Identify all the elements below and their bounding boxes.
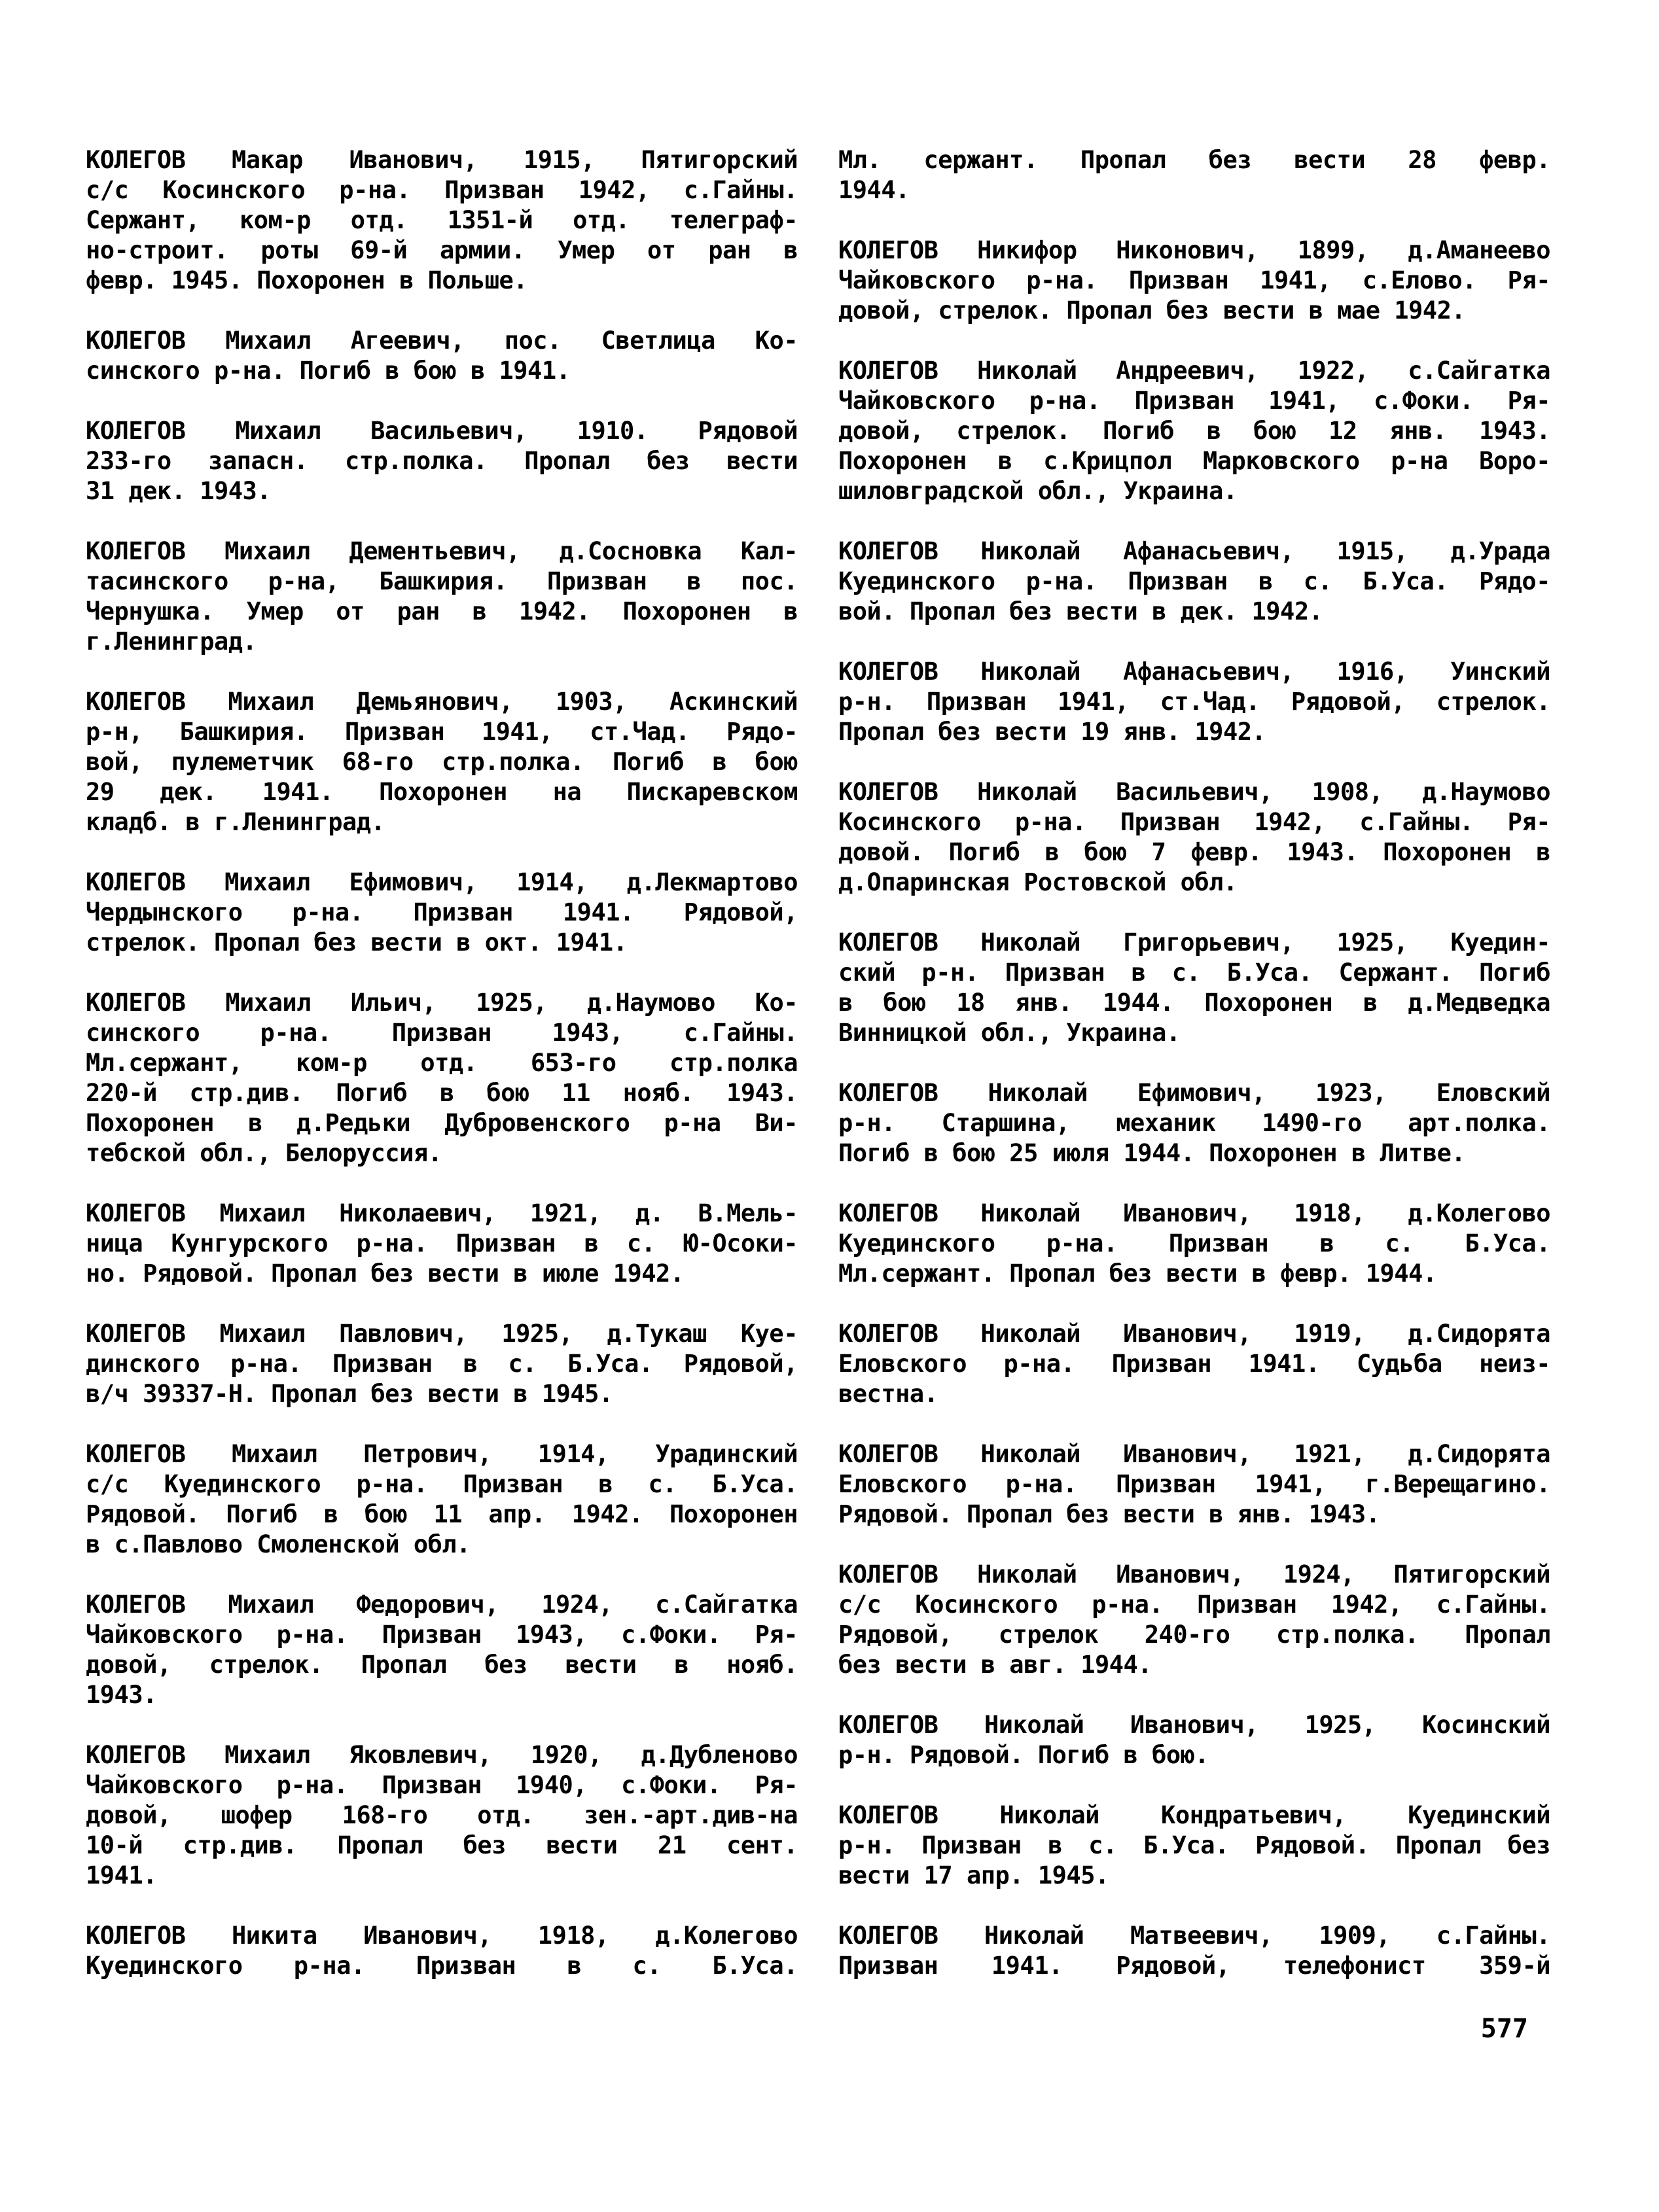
entry-line: КОЛЕГОВ Михаил Ефимович, 1914, д.Лекмартово <box>86 868 798 896</box>
entry-line: КОЛЕГОВ Михаил Николаевич, 1921, д. В.Мель- <box>86 1199 798 1227</box>
page-number: 577 <box>1480 2014 1528 2044</box>
entry <box>86 1439 798 1560</box>
entry <box>86 687 798 837</box>
entry-line: КОЛЕГОВ Никита Иванович, 1918, д.Колегово <box>86 1922 798 1950</box>
entry-line: КОЛЕГОВ Николай Васильевич, 1908, д.Наумово <box>838 778 1550 806</box>
entry-line: Винницкой обл., Украина. <box>838 1019 1181 1047</box>
entry-line: кладб. в г.Ленинград. <box>86 808 385 836</box>
entry-line: КОЛЕГОВ Николай Иванович, 1924, Пятигорский <box>838 1560 1550 1589</box>
entry-line: Чайковского р-на. Призван 1941, с.Фоки. Ря- <box>838 387 1550 415</box>
entry-line: Пропал без вести 19 янв. 1942. <box>838 718 1266 746</box>
entry-line: довой, стрелок. Пропал без вести в нояб. <box>86 1651 798 1679</box>
entry-line: 1943. <box>86 1681 157 1709</box>
entry <box>838 1439 1550 1530</box>
entry-line: КОЛЕГОВ Николай Иванович, 1921, д.Сидорята <box>838 1440 1550 1468</box>
entry-line: вой, пулеметчик 68-го стр.полка. Погиб в бою <box>86 748 798 776</box>
entry-line: динского р-на. Призван в с. Б.Уса. Рядовой, <box>86 1350 798 1378</box>
entry-line: но-строит. роты 69-й армии. Умер от ран в <box>86 236 798 264</box>
entry-line: в с.Павлово Смоленской обл. <box>86 1530 471 1558</box>
entry-line: 220-й стр.див. Погиб в бою 11 нояб. 1943. <box>86 1079 798 1107</box>
entry <box>838 356 1550 506</box>
entry-line: довой, шофер 168-го отд. зен.-арт.див-на <box>86 1801 798 1829</box>
entry-line: КОЛЕГОВ Михаил Дементьевич, д.Сосновка Кал- <box>86 537 798 565</box>
entry-line: Рядовой. Погиб в бою 11 апр. 1942. Похоронен <box>86 1500 798 1528</box>
entry-line: 31 дек. 1943. <box>86 477 272 505</box>
entry-line: КОЛЕГОВ Николай Афанасьевич, 1915, д.Урада <box>838 537 1550 565</box>
entry-line: 1941. <box>86 1861 157 1889</box>
entry <box>838 145 1550 205</box>
entry-line: КОЛЕГОВ Михаил Яковлевич, 1920, д.Дубленово <box>86 1741 798 1769</box>
entry-line: КОЛЕГОВ Михаил Федорович, 1924, с.Сайгатка <box>86 1590 798 1619</box>
entry-line: д.Опаринская Ростовской обл. <box>838 868 1238 896</box>
entry <box>838 657 1550 747</box>
entry <box>86 1590 798 1710</box>
entry-line: февр. 1945. Похоронен в Польше. <box>86 266 528 294</box>
entry-line: Призван 1941. Рядовой, телефонист 359-й <box>838 1952 1550 1980</box>
entry-line: КОЛЕГОВ Николай Иванович, 1925, Косинский <box>838 1711 1550 1739</box>
entry-line: с/с Куединского р-на. Призван в с. Б.Уса. <box>86 1470 798 1498</box>
entry-line: КОЛЕГОВ Николай Иванович, 1919, д.Сидорята <box>838 1320 1550 1348</box>
entry-line: КОЛЕГОВ Михаил Васильевич, 1910. Рядовой <box>86 417 798 445</box>
entry-line: тасинского р-на, Башкирия. Призван в пос. <box>86 567 798 595</box>
entry-line: ский р-н. Призван в с. Б.Уса. Сержант. Погиб <box>838 958 1550 987</box>
entry-line: КОЛЕГОВ Николай Иванович, 1918, д.Колегово <box>838 1199 1550 1227</box>
entry-line: 29 дек. 1941. Похоронен на Пискаревском <box>86 778 798 806</box>
entry <box>838 1921 1550 1981</box>
entry-line: 233-го запасн. стр.полка. Пропал без вести <box>86 447 798 475</box>
entry-line: р-н. Призван 1941, ст.Чад. Рядовой, стрелок. <box>838 688 1550 716</box>
entry-line: Чайковского р-на. Призван 1940, с.Фоки. Ря- <box>86 1771 798 1799</box>
entry <box>838 777 1550 898</box>
entry <box>838 1199 1550 1289</box>
entry-line: КОЛЕГОВ Николай Ефимович, 1923, Еловский <box>838 1079 1550 1107</box>
entry-line: Чернушка. Умер от ран в 1942. Похоронен в <box>86 597 798 625</box>
entry-line: КОЛЕГОВ Михаил Агеевич, пос. Светлица Ко- <box>86 326 798 355</box>
entry-line: вести 17 апр. 1945. <box>838 1861 1109 1889</box>
entry-line: Еловского р-на. Призван 1941. Судьба неиз- <box>838 1350 1550 1378</box>
entry <box>86 326 798 386</box>
entry-line: Мл.сержант, ком-р отд. 653-го стр.полка <box>86 1049 798 1077</box>
entry-line: КОЛЕГОВ Михаил Петрович, 1914, Урадинский <box>86 1440 798 1468</box>
entry <box>86 1921 798 1981</box>
entry-line: КОЛЕГОВ Михаил Ильич, 1925, д.Наумово Ко- <box>86 989 798 1017</box>
entry-line: Куединского р-на. Призван в с. Б.Уса. Рядо- <box>838 567 1550 595</box>
entry <box>86 416 798 506</box>
entry-line: с/с Косинского р-на. Призван 1942, с.Гайны. <box>86 176 798 204</box>
entry-line: КОЛЕГОВ Николай Афанасьевич, 1916, Уинский <box>838 658 1550 686</box>
entry-line: Сержант, ком-р отд. 1351-й отд. телеграф- <box>86 206 798 234</box>
entry <box>86 145 798 296</box>
entry-line: 1944. <box>838 176 910 204</box>
entry <box>838 1560 1550 1680</box>
entry-line: Похоронен в д.Редьки Дубровенского р-на Ви- <box>86 1109 798 1137</box>
entry-line: тебской обл., Белоруссия. <box>86 1139 442 1167</box>
entry <box>86 988 798 1168</box>
entry <box>86 1319 798 1409</box>
right-column <box>838 145 1550 1981</box>
entry-line: КОЛЕГОВ Макар Иванович, 1915, Пятигорский <box>86 146 798 174</box>
entry-line: Куединского р-на. Призван в с. Б.Уса. <box>86 1952 798 1980</box>
entry-line: Чайковского р-на. Призван 1943, с.Фоки. Ря- <box>86 1621 798 1649</box>
entry-line: КОЛЕГОВ Никифор Никонович, 1899, д.Аманеево <box>838 236 1550 264</box>
entry-line: ница Кунгурского р-на. Призван в с. Ю-Осоки- <box>86 1229 798 1257</box>
entry-line: р-н. Рядовой. Погиб в бою. <box>838 1741 1209 1769</box>
entry-line: шиловградской обл., Украина. <box>838 477 1238 505</box>
entry-line: в бою 18 янв. 1944. Похоронен в д.Медведка <box>838 989 1550 1017</box>
entry-line: синского р-на. Призван 1943, с.Гайны. <box>86 1019 798 1047</box>
entry-line: Похоронен в с.Крицпол Марковского р-на Воро- <box>838 447 1550 475</box>
entry-line: с/с Косинского р-на. Призван 1942, с.Гайны. <box>838 1590 1550 1619</box>
entry <box>838 1078 1550 1168</box>
entry-line: р-н. Призван в с. Б.Уса. Рядовой. Пропал без <box>838 1831 1550 1859</box>
entry-line: вестна. <box>838 1380 938 1408</box>
entry-line: довой, стрелок. Пропал без вести в мае 1942. <box>838 296 1466 325</box>
entry <box>86 868 798 958</box>
entry-line: р-н, Башкирия. Призван 1941, ст.Чад. Рядо- <box>86 718 798 746</box>
entry-line: довой. Погиб в бою 7 февр. 1943. Похоронен в <box>838 838 1550 866</box>
entry-line: КОЛЕГОВ Николай Матвеевич, 1909, с.Гайны. <box>838 1922 1550 1950</box>
entry-line: г.Ленинград. <box>86 627 257 656</box>
entry-line: КОЛЕГОВ Николай Андреевич, 1922, с.Сайгатка <box>838 357 1550 385</box>
entry-line: Еловского р-на. Призван 1941, г.Верещагино. <box>838 1470 1550 1498</box>
entry <box>86 536 798 657</box>
entry-line: синского р-на. Погиб в бою в 1941. <box>86 357 571 385</box>
entry-line: стрелок. Пропал без вести в окт. 1941. <box>86 928 628 957</box>
entry-line: КОЛЕГОВ Николай Григорьевич, 1925, Куедин- <box>838 928 1550 957</box>
entry-line: КОЛЕГОВ Михаил Демьянович, 1903, Аскинский <box>86 688 798 716</box>
entry-line: р-н. Старшина, механик 1490-го арт.полка. <box>838 1109 1550 1137</box>
entry-line: Погиб в бою 25 июля 1944. Похоронен в Литве. <box>838 1139 1466 1167</box>
entry <box>838 1319 1550 1409</box>
entry <box>838 928 1550 1048</box>
entry-line: Рядовой, стрелок 240-го стр.полка. Пропал <box>838 1621 1550 1649</box>
entry-line: Чайковского р-на. Призван 1941, с.Елово. Ря- <box>838 266 1550 294</box>
entry-line: довой, стрелок. Погиб в бою 12 янв. 1943. <box>838 417 1550 445</box>
entry <box>838 236 1550 326</box>
entry <box>838 536 1550 627</box>
entry-line: Косинского р-на. Призван 1942, с.Гайны. Ря- <box>838 808 1550 836</box>
entry-line: КОЛЕГОВ Николай Кондратьевич, Куединский <box>838 1801 1550 1829</box>
entry-line: КОЛЕГОВ Михаил Павлович, 1925, д.Тукаш Куе- <box>86 1320 798 1348</box>
entry-line: Мл.сержант. Пропал без вести в февр. 1944. <box>838 1259 1437 1288</box>
entry <box>86 1199 798 1289</box>
entry-line: но. Рядовой. Пропал без вести в июле 1942. <box>86 1259 685 1288</box>
entry-line: Рядовой. Пропал без вести в янв. 1943. <box>838 1500 1380 1528</box>
entry <box>86 1740 798 1891</box>
entry-line: Куединского р-на. Призван в с. Б.Уса. <box>838 1229 1550 1257</box>
left-column <box>86 145 798 1981</box>
entry-line: 10-й стр.див. Пропал без вести 21 сент. <box>86 1831 798 1859</box>
entry-line: вой. Пропал без вести в дек. 1942. <box>838 597 1323 625</box>
entry-line: Мл. сержант. Пропал без вести 28 февр. <box>838 146 1550 174</box>
entry-line: без вести в авг. 1944. <box>838 1651 1152 1679</box>
entry <box>838 1710 1550 1770</box>
entry <box>838 1800 1550 1891</box>
entry-line: Чердынского р-на. Призван 1941. Рядовой, <box>86 898 798 926</box>
entry-line: в/ч 39337-Н. Пропал без вести в 1945. <box>86 1380 613 1408</box>
